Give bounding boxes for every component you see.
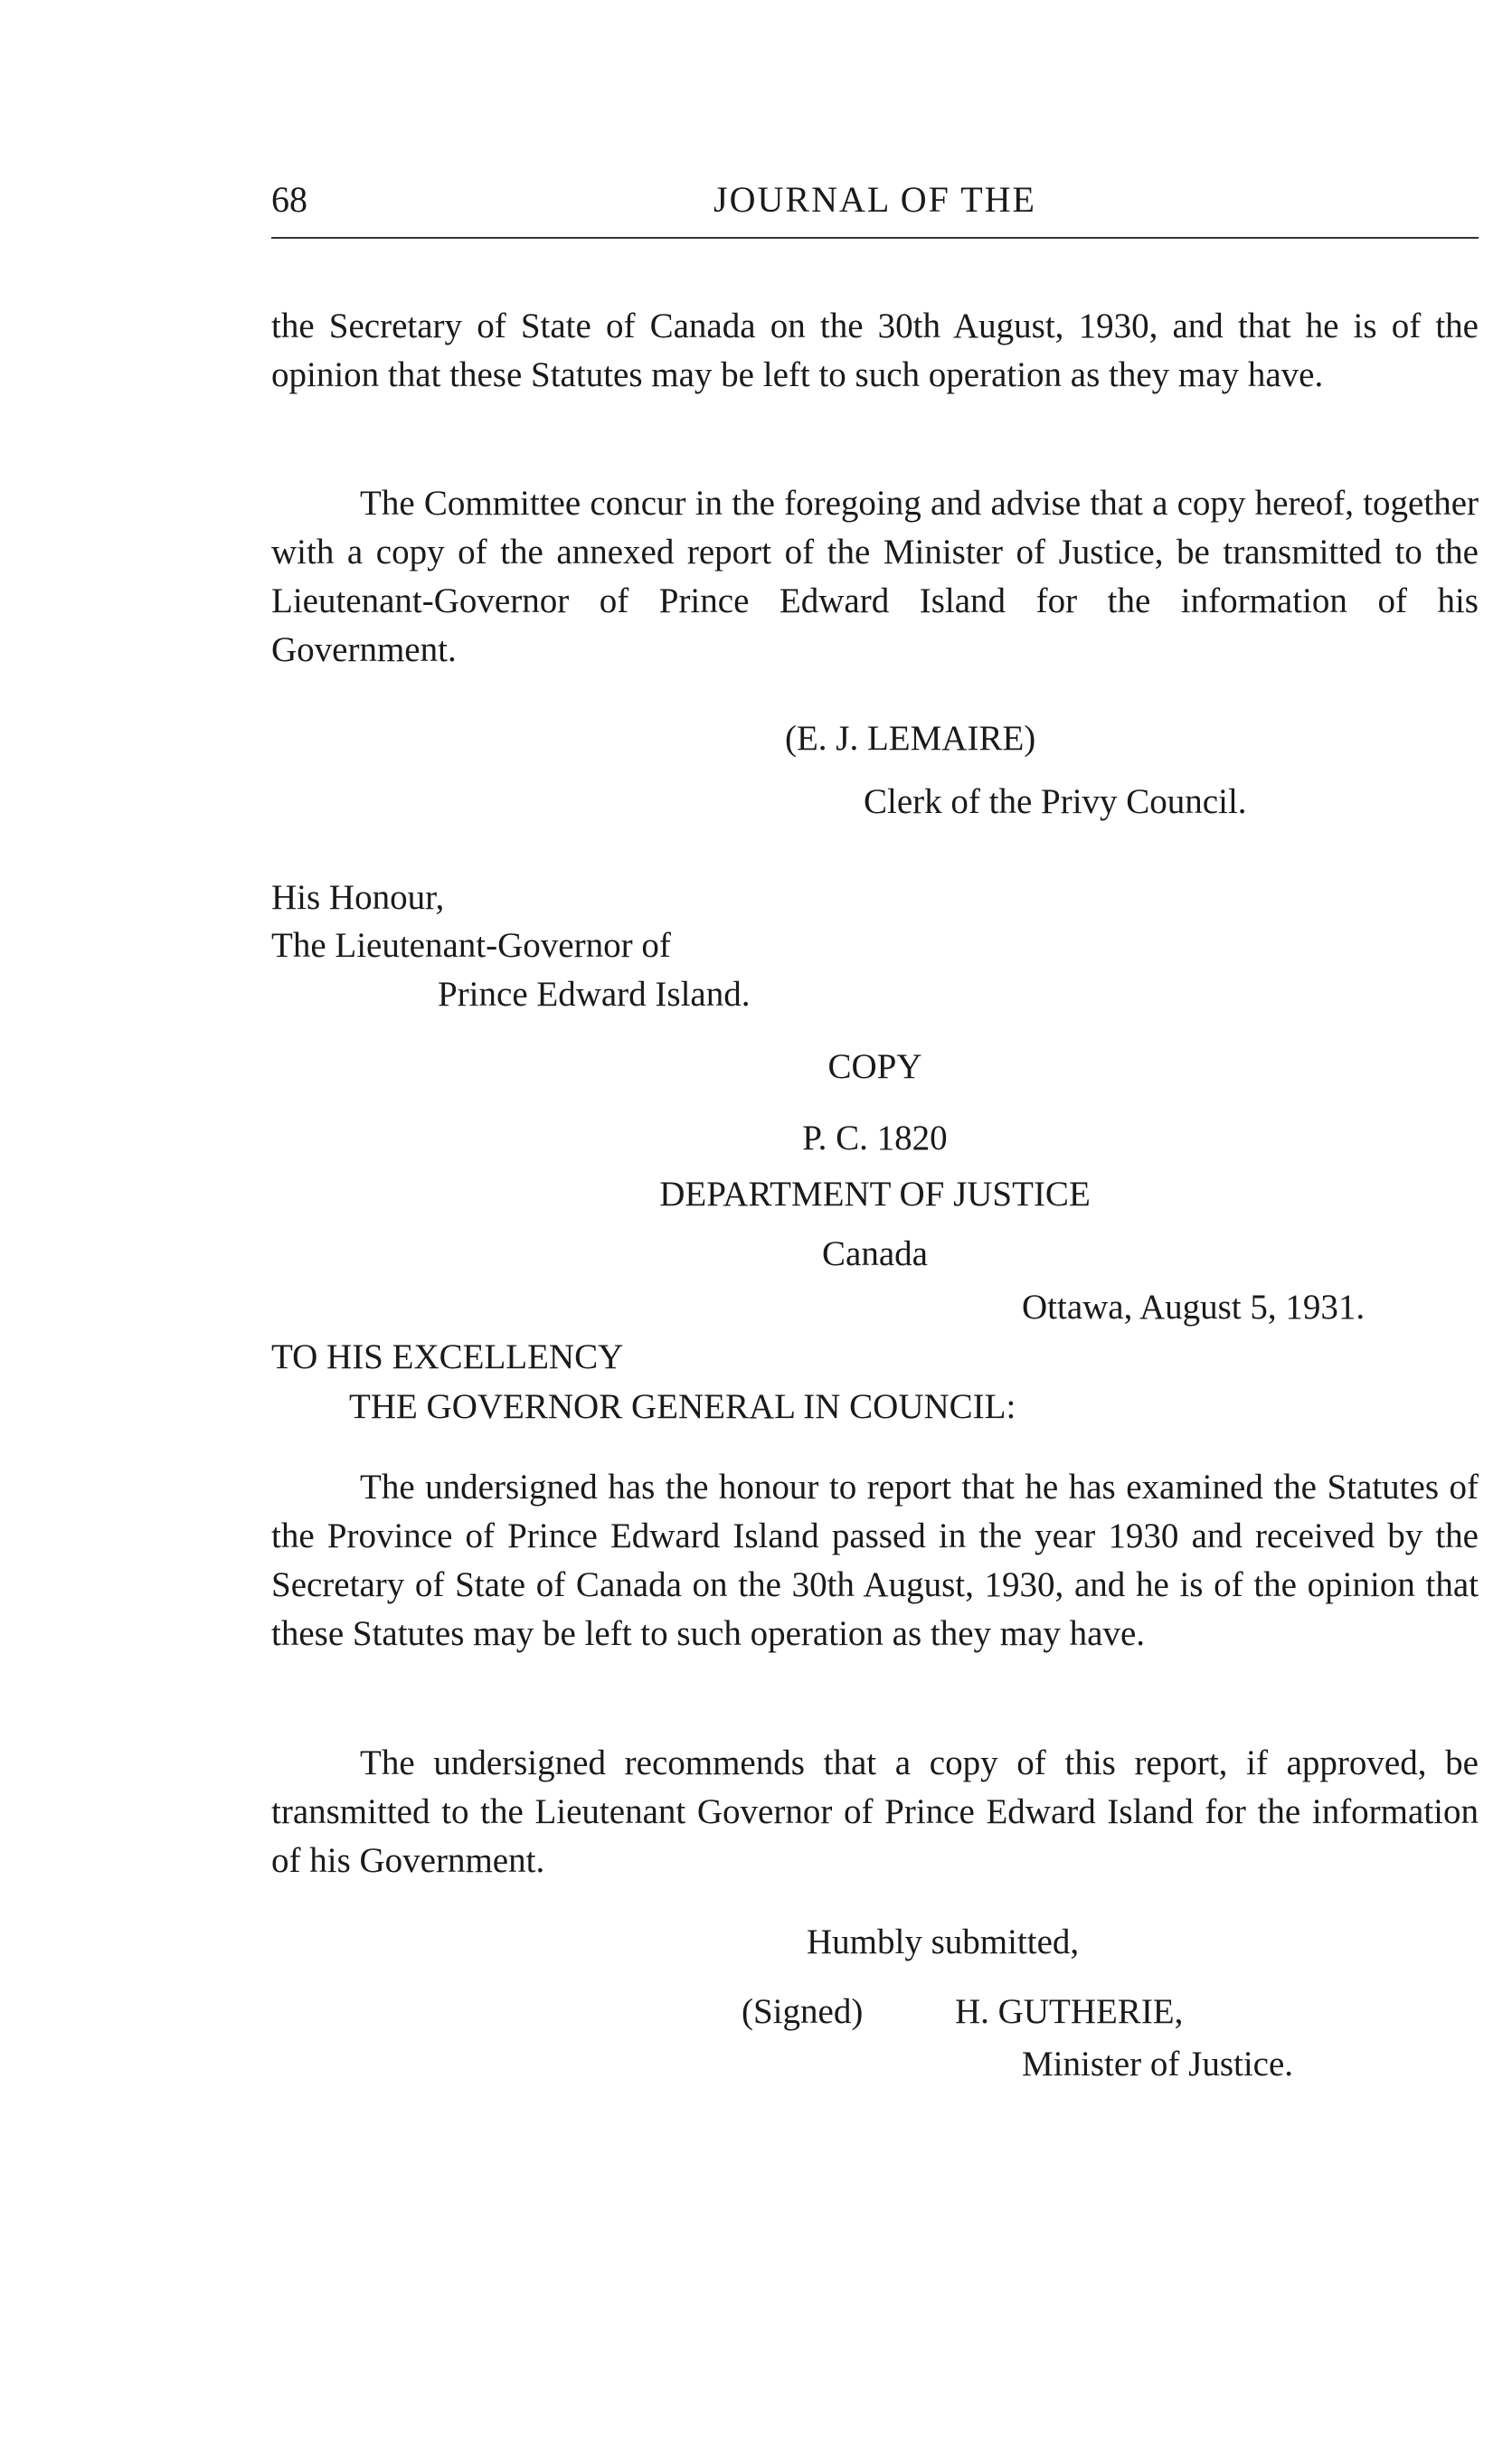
copy-heading: COPY bbox=[827, 1047, 922, 1086]
header-rule bbox=[271, 237, 1479, 239]
closing-humbly: Humbly submitted, bbox=[807, 1923, 1080, 1961]
salutation-line-2: THE GOVERNOR GENERAL IN COUNCIL: bbox=[349, 1387, 1016, 1426]
clerk-title: Clerk of the Privy Council. bbox=[864, 782, 1247, 821]
continuation-paragraph bbox=[271, 302, 1479, 400]
dateline: Ottawa, August 5, 1931. bbox=[1022, 1288, 1366, 1327]
salutation-line-1: TO HIS EXCELLENCY bbox=[271, 1337, 624, 1376]
committee-paragraph-text: The Committee concur in the foregoing and advise that a copy hereof, together with a copy of the annexed report of the Minister of Justice, be transmitted to the Lieutenant-Governor of Prince Edward Island for the information of his Government. bbox=[271, 484, 1479, 669]
report-paragraph-2 bbox=[271, 1739, 1479, 1885]
continuation-paragraph-text: the Secretary of State of Canada on the 30th August, 1930, and that he is of the opinion that these Statutes may be left to such operation as they may have. bbox=[271, 307, 1479, 394]
running-title: JOURNAL OF THE bbox=[713, 179, 1036, 220]
addressee-line-1: His Honour, bbox=[271, 878, 445, 917]
report-paragraph-2-text: The undersigned recommends that a copy of this report, if approved, be transmitted to the Lieutenant Governor of Prince Edward Island for the information of his Government. bbox=[271, 1743, 1479, 1880]
report-paragraph-1 bbox=[271, 1463, 1479, 1658]
minister-name: H. GUTHERIE, bbox=[955, 1992, 1184, 2031]
closing-signed: (Signed) bbox=[742, 1992, 864, 2031]
country-heading: Canada bbox=[822, 1234, 928, 1273]
page-header bbox=[271, 177, 1479, 231]
committee-paragraph bbox=[271, 479, 1479, 675]
report-paragraph-1-text: The undersigned has the honour to report that he has examined the Statutes of the Province of Prince Edward Island passed in the year 1930 and received by the Secretary of State of Canada on the 30th August, 1930, and he is of the opinion that these Statutes may be left to such operation as they may have. bbox=[271, 1468, 1479, 1653]
clerk-name: (E. J. LEMAIRE) bbox=[785, 719, 1036, 758]
page-number: 68 bbox=[271, 179, 307, 220]
addressee-line-2: The Lieutenant-Governor of bbox=[271, 926, 671, 965]
minister-title: Minister of Justice. bbox=[1022, 2045, 1294, 2083]
addressee-line-3: Prince Edward Island. bbox=[438, 975, 751, 1014]
department-heading: DEPARTMENT OF JUSTICE bbox=[659, 1175, 1091, 1214]
pc-number: P. C. 1820 bbox=[802, 1119, 948, 1157]
